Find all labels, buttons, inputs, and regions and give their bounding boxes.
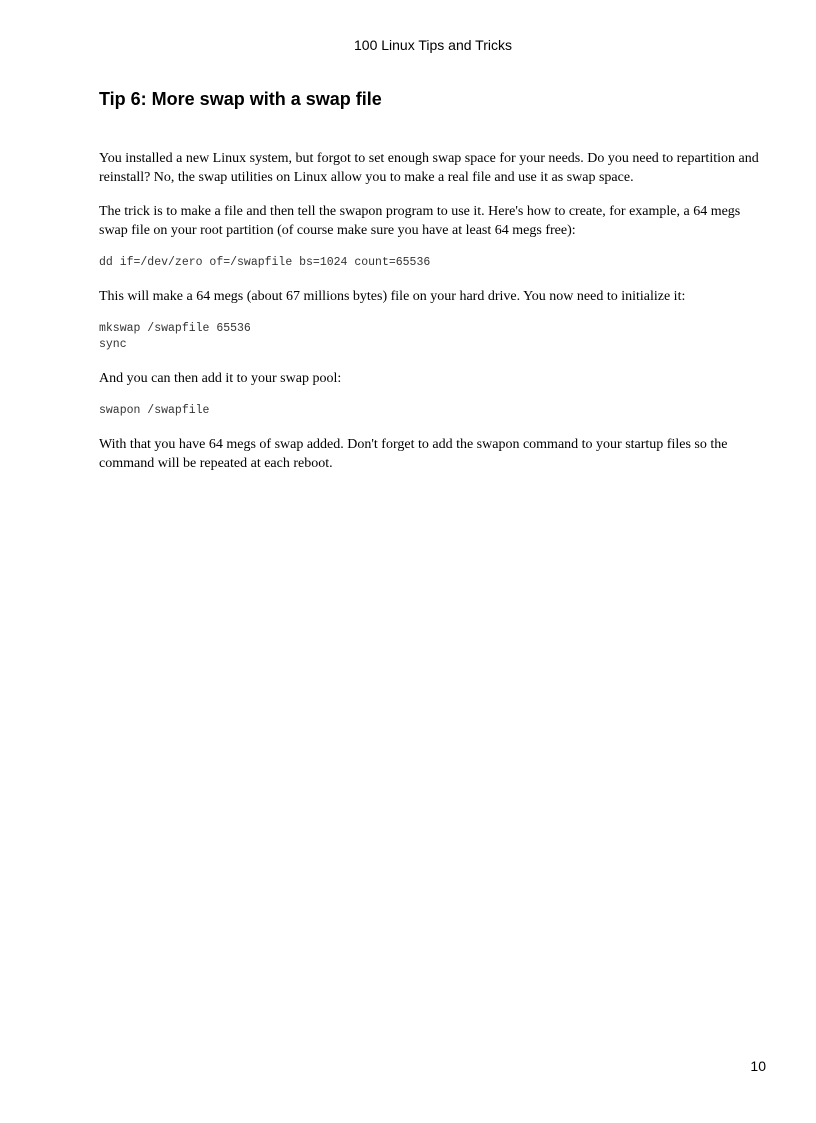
page-number: 10	[750, 1058, 766, 1074]
running-header: 100 Linux Tips and Tricks	[354, 37, 512, 53]
code-block-mkswap: mkswap /swapfile 65536 sync	[99, 322, 251, 351]
initialize-paragraph: This will make a 64 megs (about 67 millions bytes) file on your hard drive. You now need to initialize it:	[99, 289, 686, 304]
swap-pool-paragraph: And you can then add it to your swap pool:	[99, 371, 342, 386]
trick-paragraph: The trick is to make a file and then tell the swapon program to use it. Here's how to create, for example, a 64 megs swap file on your root partition (of course make sure you have at least 64 megs free):	[99, 204, 741, 238]
tip-title: Tip 6: More swap with a swap file	[99, 89, 382, 109]
code-block-dd: dd if=/dev/zero of=/swapfile bs=1024 count=65536	[99, 256, 431, 269]
page-content	[99, 88, 763, 488]
closing-paragraph: With that you have 64 megs of swap added. Don't forget to add the swapon command to your startup files so the command will be repeated at each reboot.	[99, 437, 728, 471]
code-block-swapon: swapon /swapfile	[99, 404, 210, 417]
intro-paragraph: You installed a new Linux system, but forgot to set enough swap space for your needs. Do you need to repartition and reinstall? No, the swap utilities on Linux allow you to make a real file and use it as swap space.	[99, 151, 759, 185]
